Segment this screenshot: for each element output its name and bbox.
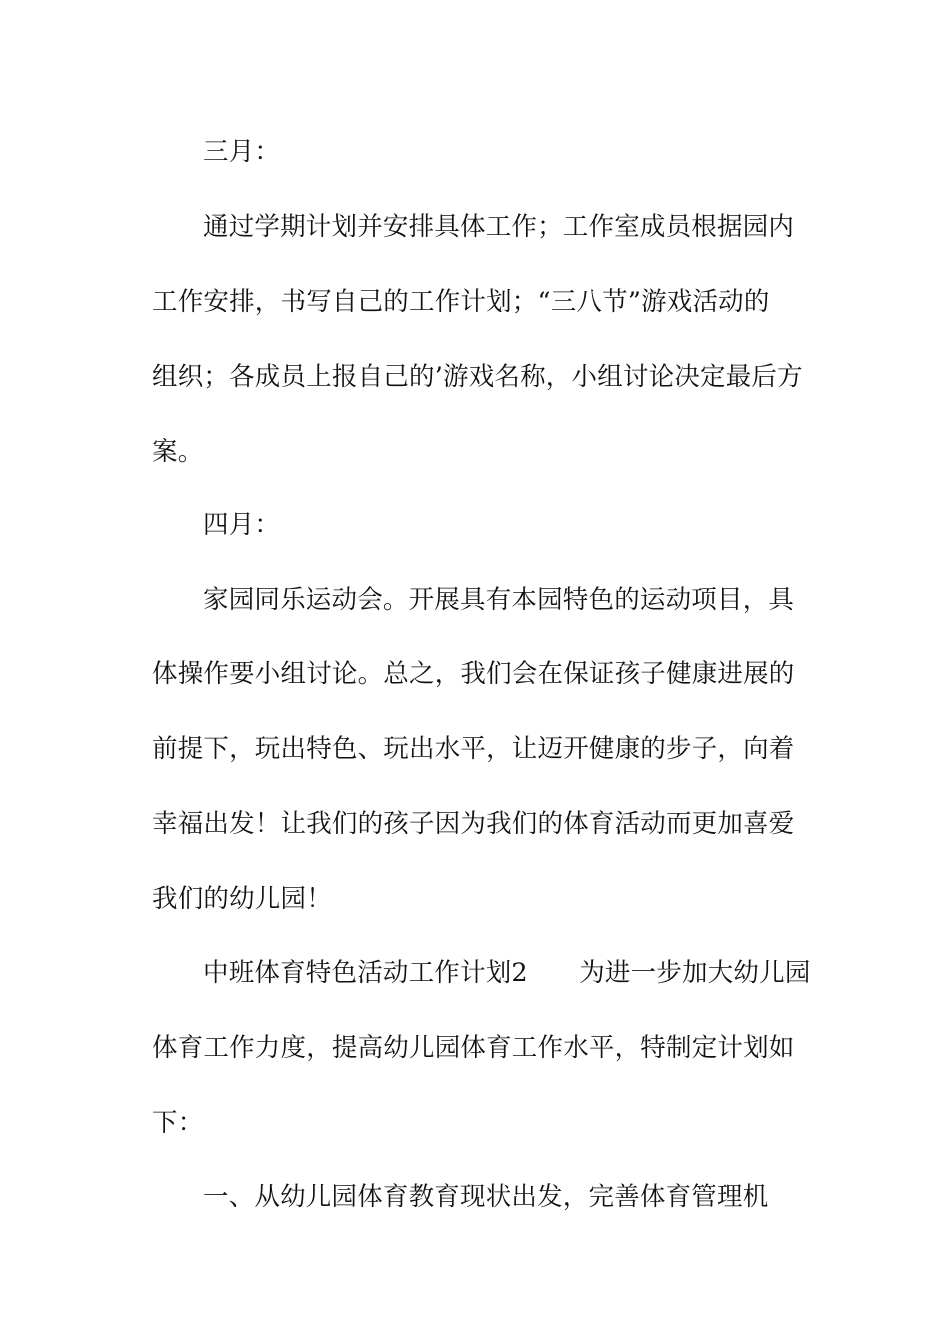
paragraph-line: 通过学期计划并安排具体工作；工作室成员根据园内 (203, 212, 795, 242)
paragraph-line: 我们的幼儿园！ (152, 884, 332, 914)
paragraph-line: 幸福出发！让我们的孩子因为我们的体育活动而更加喜爱 (152, 809, 795, 839)
paragraph-line: 体育工作力度，提高幼儿园体育工作水平，特制定计划如 (152, 1033, 795, 1063)
paragraph-line: 体操作要小组讨论。总之，我们会在保证孩子健康进展的 (152, 659, 795, 689)
paragraph-line: 组织；各成员上报自己的’游戏名称，小组讨论决定最后方 (152, 362, 803, 392)
paragraph-line: 家园同乐运动会。开展具有本园特色的运动项目，具 (203, 585, 795, 615)
paragraph-line: 下： (152, 1108, 204, 1138)
paragraph-line: 前提下，玩出特色、玩出水平，让迈开健康的步子，向着 (152, 734, 795, 764)
section-title-line: 中班体育特色活动工作计划2 为进一步加大幼儿园 (203, 958, 811, 988)
paragraph-line: 工作安排，书写自己的工作计划；“三八节”游戏活动的 (152, 287, 770, 317)
paragraph-line: 案。 (152, 437, 204, 467)
heading-march: 三月： (203, 137, 281, 167)
heading-april: 四月： (203, 510, 281, 540)
list-item-line: 一、从幼儿园体育教育现状出发，完善体育管理机 (203, 1182, 769, 1212)
